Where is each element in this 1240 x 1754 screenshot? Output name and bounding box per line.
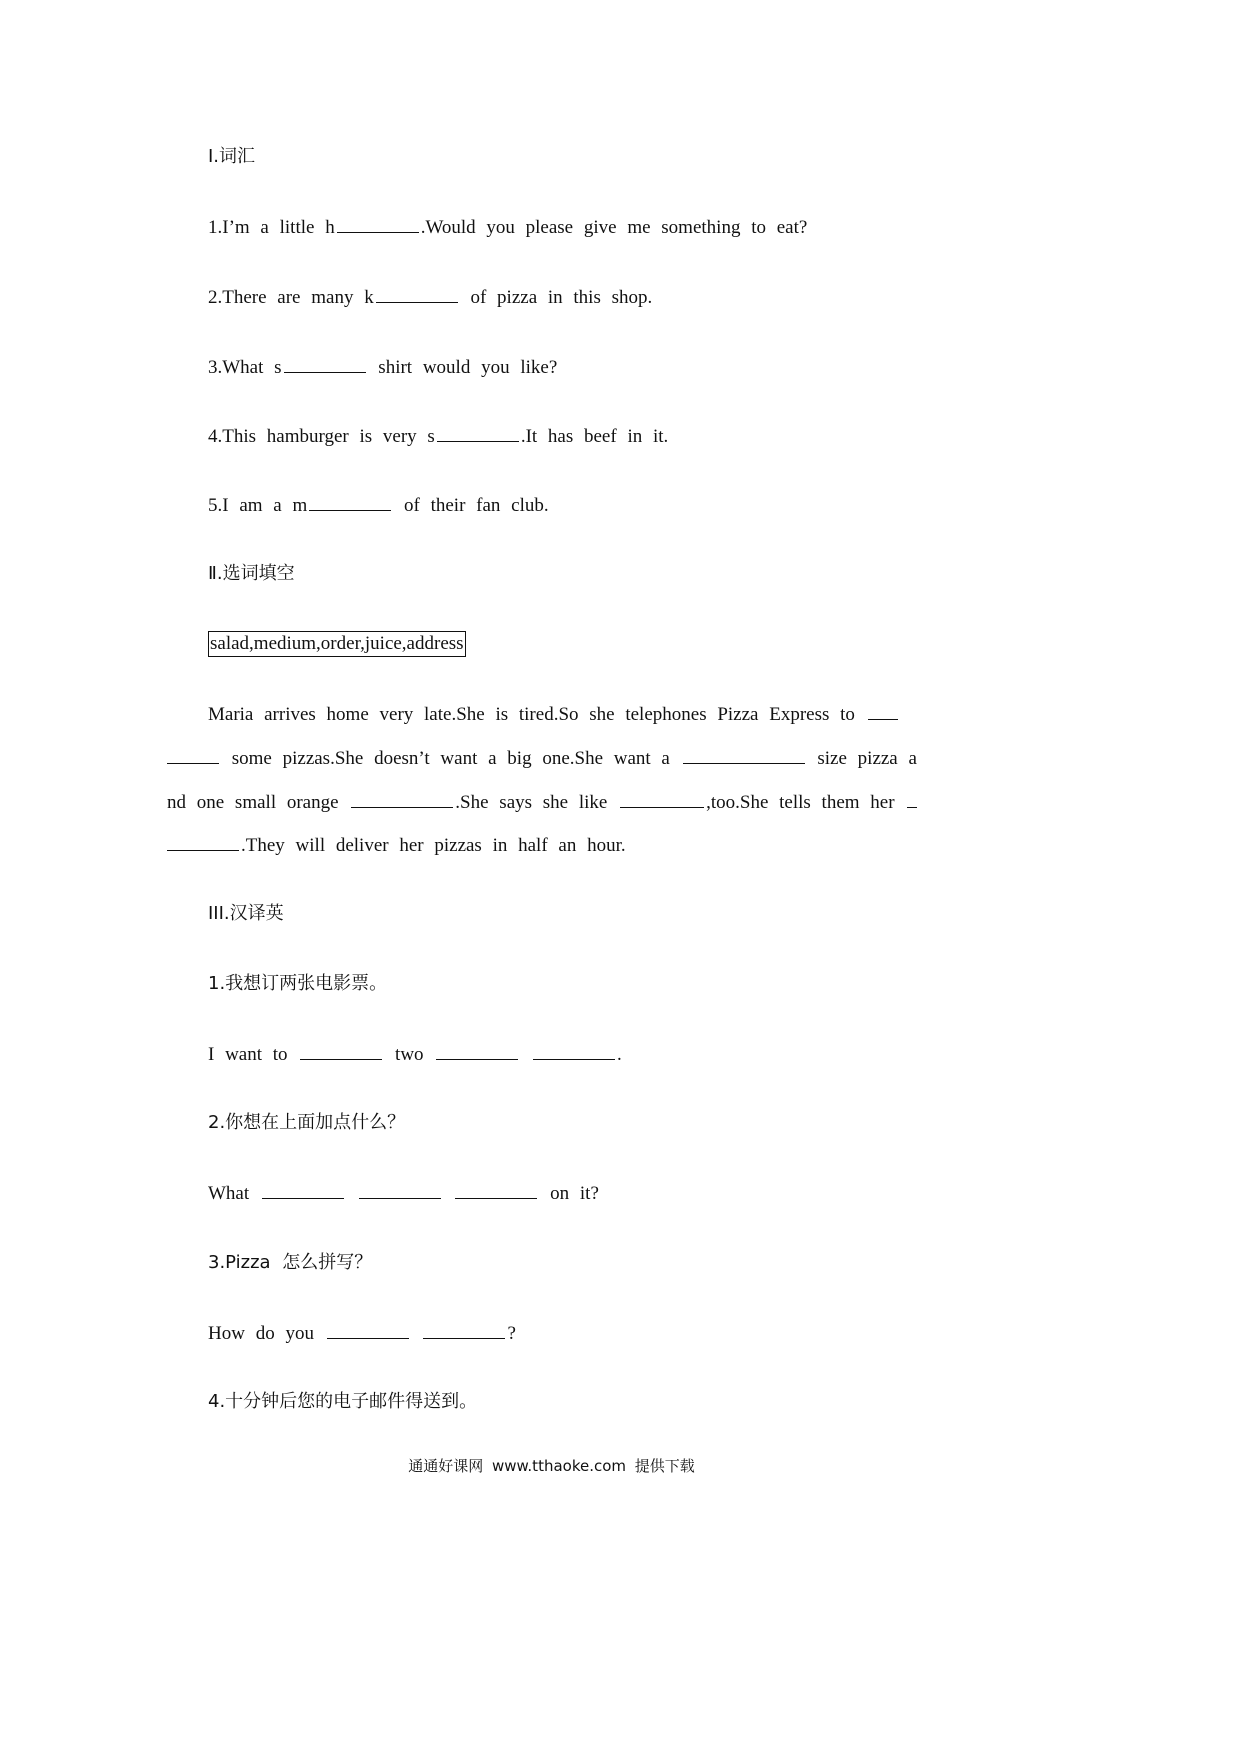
q1-4-blank[interactable] xyxy=(437,424,519,442)
cloze-blank-5-end[interactable] xyxy=(167,833,239,851)
q1-5-blank[interactable] xyxy=(309,493,391,511)
q1-2-blank[interactable] xyxy=(376,285,458,303)
question-3-3-english xyxy=(208,1321,516,1346)
cloze-text-1: Maria arrives home very late.She is tired.So she telephones Pizza Express to xyxy=(208,704,855,725)
q3-2-text-end: on it? xyxy=(550,1183,599,1204)
question-3-3-chinese: 3.Pizza 怎么拼写？ xyxy=(208,1252,373,1273)
cloze-blank-4[interactable] xyxy=(620,790,704,808)
cloze-text-2: some pizzas.She doesn’t want a big one.She want a xyxy=(231,748,670,769)
q1-3-text-start: 3.What s xyxy=(208,357,282,378)
cloze-line-3 xyxy=(167,790,942,815)
q3-2-blank-3[interactable] xyxy=(455,1181,537,1199)
q1-3-text-end: shirt would you like? xyxy=(367,357,558,378)
cloze-line-2 xyxy=(167,746,942,771)
q1-1-blank[interactable] xyxy=(337,215,419,233)
q1-2-text-end: of pizza in this shop. xyxy=(459,287,653,308)
question-3-4-chinese: 4.十分钟后您的电子邮件得送到。 xyxy=(208,1391,478,1412)
q3-1-text-mid: two xyxy=(395,1044,424,1065)
q3-3-blank-2[interactable] xyxy=(423,1321,505,1339)
footer-download-note: 通通好课网 www.tthaoke.com 提供下载 xyxy=(408,1457,695,1475)
q3-1-blank-2[interactable] xyxy=(436,1042,518,1060)
cloze-text-7: .They will deliver her pizzas in half an hour. xyxy=(241,835,626,856)
q3-2-text-start: What xyxy=(208,1183,250,1204)
section-1-heading: Ⅰ.词汇 xyxy=(208,146,256,167)
q3-1-text-end: . xyxy=(617,1044,622,1065)
question-3-2-english xyxy=(208,1181,599,1206)
cloze-line-4 xyxy=(167,833,942,858)
question-3-1-chinese: 1.我想订两张电影票。 xyxy=(208,973,388,994)
cloze-line-1 xyxy=(208,702,900,727)
q3-2-blank-2[interactable] xyxy=(359,1181,441,1199)
q3-2-blank-1[interactable] xyxy=(262,1181,344,1199)
q1-1-text-end: .Would you please give me something to eat? xyxy=(420,217,808,238)
question-1-4 xyxy=(208,424,668,449)
word-bank-box: salad,medium,order,juice,address xyxy=(208,631,466,657)
q3-1-text-start: I want to xyxy=(208,1044,288,1065)
question-1-1 xyxy=(208,215,807,240)
section-3-heading: III.汉译英 xyxy=(208,903,284,924)
q1-3-blank[interactable] xyxy=(284,355,366,373)
q3-1-blank-1[interactable] xyxy=(300,1042,382,1060)
question-3-2-chinese: 2.你想在上面加点什么？ xyxy=(208,1112,406,1133)
cloze-text-6: ,too.She tells them her xyxy=(706,792,895,813)
cloze-blank-1-end[interactable] xyxy=(167,746,219,764)
q1-5-text-start: 5.I am a m xyxy=(208,495,308,516)
cloze-text-3: size pizza a xyxy=(817,748,917,769)
q1-4-text-start: 4.This hamburger is very s xyxy=(208,426,435,447)
cloze-text-5: .She says she like xyxy=(455,792,608,813)
q1-4-text-end: .It has beef in it. xyxy=(520,426,669,447)
section-2-heading: Ⅱ.选词填空 xyxy=(208,563,295,584)
question-1-3 xyxy=(208,355,557,380)
question-1-5 xyxy=(208,493,549,518)
q1-2-text-start: 2.There are many k xyxy=(208,287,374,308)
cloze-blank-5-start[interactable] xyxy=(907,790,917,808)
q3-3-text-end: ? xyxy=(507,1323,516,1344)
cloze-text-4: nd one small orange xyxy=(167,792,339,813)
q1-1-text-start: 1.I’m a little h xyxy=(208,217,335,238)
question-1-2 xyxy=(208,285,652,310)
q1-5-text-end: of their fan club. xyxy=(393,495,549,516)
cloze-blank-3[interactable] xyxy=(351,790,453,808)
question-3-1-english xyxy=(208,1042,622,1067)
cloze-blank-2[interactable] xyxy=(683,746,805,764)
q3-3-blank-1[interactable] xyxy=(327,1321,409,1339)
q3-3-text-start: How do you xyxy=(208,1323,314,1344)
q3-1-blank-3[interactable] xyxy=(533,1042,615,1060)
cloze-blank-1-start[interactable] xyxy=(868,702,898,720)
